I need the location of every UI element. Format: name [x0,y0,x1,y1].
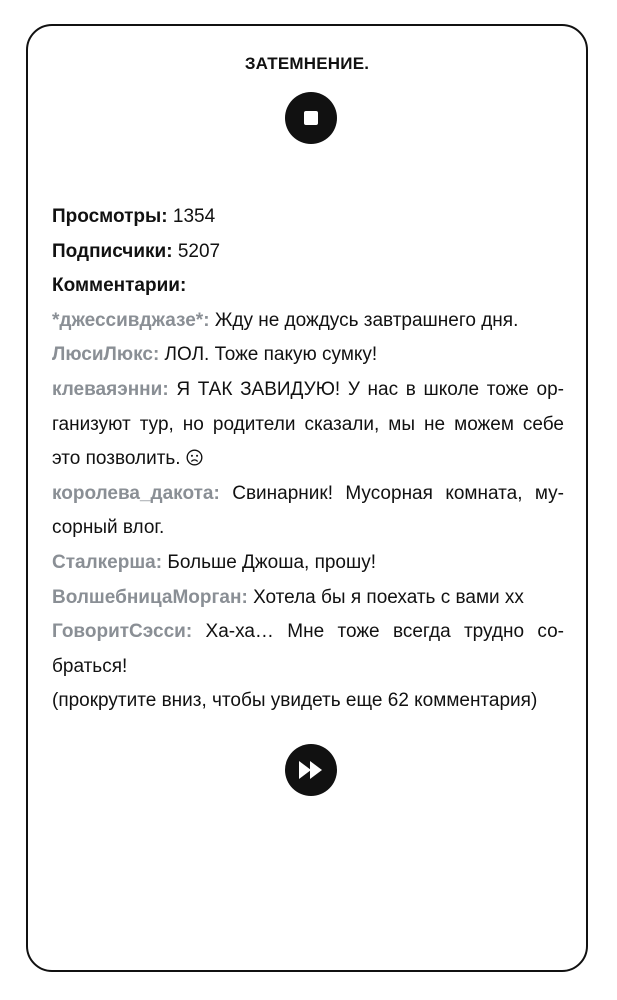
comment-text: Хотела бы я поехать с вами хх [253,586,524,608]
sad-face-icon [186,449,203,466]
comment-text: Я ТАК ЗАВИДУЮ! У нас в школе тоже ор-ганизуют тур, но родители сказали, мы не можем себе это позволить. [52,378,564,470]
comment-username[interactable]: ВолшебницаМорган: [52,586,248,608]
comment-username[interactable]: *джессивджазе*: [52,309,210,331]
comment-username[interactable]: королева_дакота: [52,482,220,504]
views-label: Просмотры: [52,206,168,227]
comments-heading: Комментарии: [52,275,187,297]
subscribers-value: 5207 [177,240,221,262]
video-card [26,24,588,972]
comment-item [52,304,564,339]
comment-text: Свинарник! Мусорная комната, му-сорный влог. [52,482,564,539]
comment-item [52,338,564,373]
comment-text: Ха-ха… Мне тоже всегда трудно со-браться! [52,621,564,677]
stop-button[interactable] [285,92,337,144]
comment-username[interactable]: ГоворитСэсси: [52,621,193,643]
comment-username[interactable]: ЛюсиЛюкс: [52,344,160,366]
subscribers-label: Подписчики: [52,240,173,262]
comment-item [52,477,564,546]
comment-text: Больше Джоша, прошу! [167,551,377,573]
video-title: ЗАТЕМНЕНИЕ. [244,54,370,73]
comment-item [52,615,564,684]
views-row [52,200,564,235]
comment-item [52,373,564,477]
subscribers-row [52,235,564,270]
comment-item [52,546,564,581]
comment-username[interactable]: клеваяэнни: [52,378,169,400]
comment-item [52,581,564,616]
more-comments-link[interactable]: (прокрутите вниз, чтобы увидеть еще 62 комментария) [52,690,538,712]
fast-forward-button[interactable] [285,744,337,796]
stop-icon [304,111,318,125]
comment-username[interactable]: Сталкерша: [52,551,163,573]
views-value: 1354 [172,206,216,227]
comment-text: ЛОЛ. Тоже пакую сумку! [164,344,378,366]
video-info [52,200,564,719]
fast-forward-icon [298,760,324,780]
comment-text: Жду не дождусь завтрашнего дня. [214,309,519,331]
